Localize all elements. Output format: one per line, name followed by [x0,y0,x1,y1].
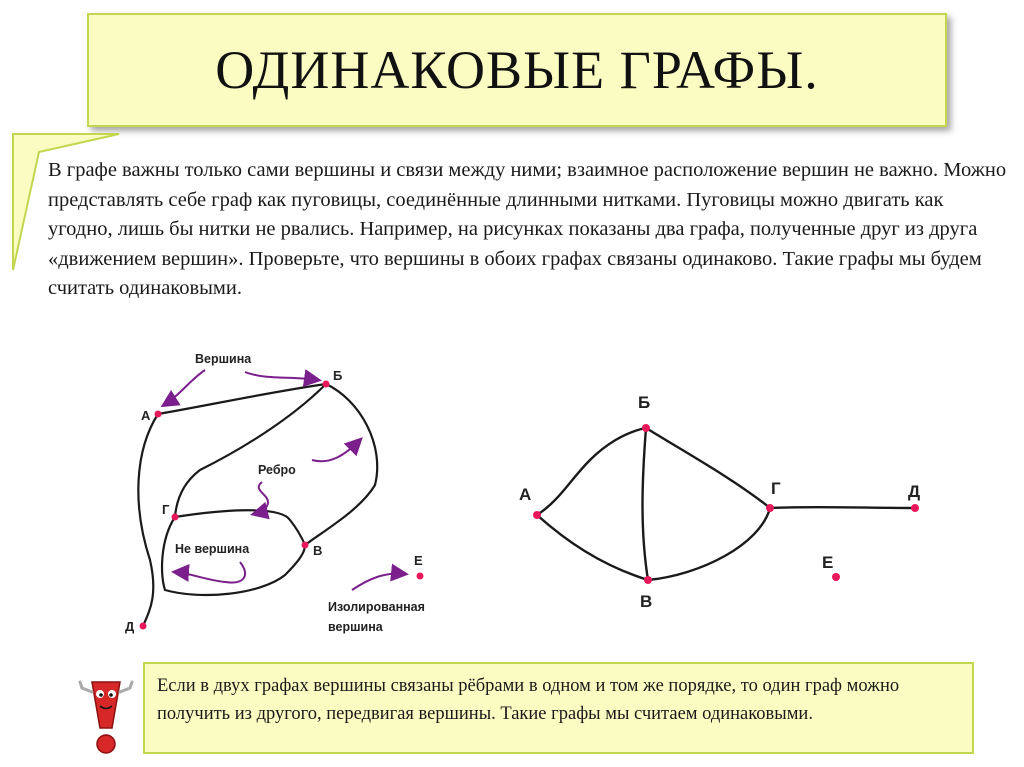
graph-left [138,384,377,626]
left-annotations [175,352,425,634]
edge-a-b [537,428,646,515]
label-v: В [640,592,653,611]
edge-b-v [643,428,649,580]
vertex-g [172,514,179,521]
left-vertex-labels [125,368,423,634]
label-g: Г [771,479,781,498]
vertex-v [302,542,309,549]
edge-a-d [138,414,158,626]
annotation-vertex: Вершина [195,352,252,366]
arrow-to-edge [312,440,360,461]
vertex-a [533,511,541,519]
arrow-to-vertex-a [164,370,205,405]
edge-g-v [175,510,305,545]
annotation-not-vertex: Не вершина [175,542,250,556]
label-v: В [313,543,323,558]
arrow-isolated [352,574,405,590]
vertex-g [766,504,774,512]
vertex-d [140,623,147,630]
arrow-edge-down [254,482,268,514]
annotation-edge: Ребро [258,463,296,477]
right-vertex-labels [519,393,920,611]
annotation-isolated-1: Изолированная [328,600,425,614]
vertex-e [832,573,840,581]
edge-a-v [537,515,648,580]
page-title: ОДИНАКОВЫЕ ГРАФЫ. [215,40,819,100]
graph-right [537,428,915,580]
label-e: Е [822,553,834,572]
vertex-b [323,381,330,388]
note-box: Если в двух графах вершины связаны рёбрами в одном и том же порядке, то один граф можно получить из другого, передвигая вершины. Такие графы мы считаем одинаковыми. [143,662,974,754]
vertex-a [155,411,162,418]
body-paragraph: В графе важны только сами вершины и связи между ними; взаимное расположение вершин не важно. Можно представлять себе граф как пуговицы, соединённые длинными нитками. Пуговицы можно двигать как угодно, лишь бы нитки не рвались. Например, на рисунках показаны два графа, полученные друг из друга «движением вершин». Проверьте, что вершины в обоих графах связаны одинаково. Такие графы мы будем считать одинаковыми. [48,159,1007,300]
left-vertices [140,381,424,630]
label-b: Б [638,393,651,412]
label-d: Д [908,482,921,501]
vertex-d [911,504,919,512]
label-b: Б [333,368,343,383]
label-d: Д [125,619,135,634]
label-a: А [519,485,532,504]
edge-b-v [305,384,377,545]
right-vertices [533,424,919,584]
vertex-v [644,576,652,584]
edge-g-d [770,507,915,508]
arrow-to-vertex-b [245,372,318,380]
label-g: Г [162,502,170,517]
edge-v-g [648,508,770,580]
exclamation-icon [78,666,134,758]
arrow-not-vertex [175,562,245,583]
vertex-b [642,424,650,432]
pointer-arrows [164,370,405,590]
edge-b-g [175,384,326,517]
annotation-isolated-2: вершина [328,620,383,634]
label-a: А [141,408,151,423]
vertex-e [417,573,424,580]
label-e: Е [414,553,423,568]
edge-b-g [646,428,770,508]
